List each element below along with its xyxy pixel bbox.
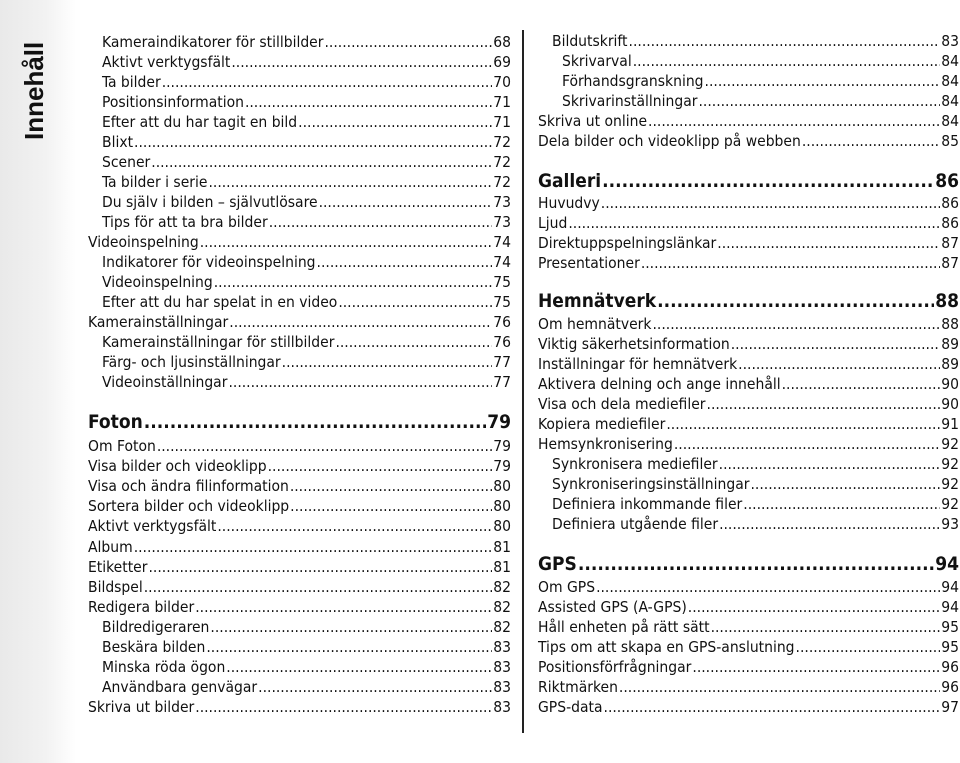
toc-entry [538,414,959,434]
toc-entry-title: Assisted GPS (A-GPS) [538,598,687,616]
dot-leader [705,71,941,91]
toc-entry-title: Viktig säkerhetsinformation [538,335,730,353]
toc-entry [538,514,959,534]
dot-leader [796,637,941,657]
toc-entry-title: Visa och ändra filinformation [88,477,289,496]
dot-leader [290,496,492,516]
toc-entry [538,354,959,374]
toc-entry [88,92,511,112]
toc-section-heading [538,169,959,193]
toc-entry-page: 69 [493,53,511,71]
toc-entry [538,657,959,677]
toc-entry-page: 86 [935,170,959,192]
toc-entry-title: Ta bilder i serie [102,173,208,191]
toc-entry-title: Presentationer [538,254,640,272]
toc-entry [88,172,511,192]
toc-entry-title: Riktmärken [538,678,618,696]
toc-entry-title: Om hemnätverk [538,315,652,333]
toc-entry-page: 94 [935,553,959,575]
toc-entry-title: Tips om att skapa en GPS-anslutning [538,638,795,656]
toc-entry [538,494,959,514]
toc-entry-page: 92 [941,435,959,453]
toc-entry-page: 79 [487,411,511,433]
dot-leader [162,72,493,92]
dot-leader [195,597,492,617]
toc-entry-title: Blixt [102,133,134,151]
toc-entry-page: 97 [941,698,959,716]
toc-entry-title: Sortera bilder och videoklipp [88,497,290,516]
toc-entry-title: Foton [88,411,143,433]
toc-entry-page: 81 [493,557,511,576]
toc-section-heading [538,289,959,313]
toc-entry [88,372,511,392]
toc-entry-title: Skriva ut online [538,112,648,130]
toc-entry [88,352,511,372]
toc-entry-title: Kameraindikatorer för stillbilder [102,33,324,51]
toc-entry-page: 86 [941,194,959,212]
toc-entry-page: 94 [941,578,959,596]
dot-leader [751,474,941,494]
toc-entry-page: 80 [493,477,511,496]
toc-entry-page: 92 [941,475,959,493]
dot-leader [217,516,492,536]
dot-leader [282,352,493,372]
toc-entry [538,213,959,233]
toc-entry [538,233,959,253]
dot-leader [200,232,493,252]
toc-entry-page: 88 [941,315,959,333]
dot-leader [657,289,934,313]
toc-entry-page: 83 [493,638,511,656]
dot-leader [674,434,940,454]
toc-entry-page: 76 [493,333,511,351]
toc-entry-page: 89 [941,335,959,353]
toc-entry-page: 85 [941,132,959,150]
toc-entry [538,617,959,637]
dot-leader [601,193,940,213]
toc-entry-page: 95 [941,618,959,636]
dot-leader [641,253,940,273]
dot-leader [144,577,493,597]
dot-leader [568,213,940,233]
toc-entry [88,637,511,657]
toc-entry-page: 84 [941,92,959,110]
toc-entry-title: Kamerainställningar [88,313,229,331]
dot-leader [578,552,934,576]
toc-entry-title: Förhandsgranskning [562,72,704,90]
toc-entry-page: 96 [941,658,959,676]
toc-entry-page: 77 [493,373,511,391]
dot-leader [268,456,493,476]
toc-entry [88,312,511,332]
toc-entry [538,193,959,213]
toc-entry [88,537,511,557]
toc-entry-title: GPS [538,553,577,575]
toc-entry [538,597,959,617]
toc-entry [88,152,511,172]
toc-entry-page: 87 [941,234,959,252]
toc-section-heading [538,552,959,576]
toc-entry [88,597,511,617]
dot-leader [738,354,940,374]
toc-entry [538,51,959,71]
toc-entry-title: Huvudvy [538,194,600,212]
toc-entry [88,192,511,212]
toc-entry-title: Tips för att ta bra bilder [102,213,268,231]
toc-entry-title: Minska röda ögon [102,658,226,677]
dot-leader [258,677,492,697]
toc-entry [538,577,959,597]
dot-leader [317,252,493,272]
dot-leader [210,617,492,637]
toc-entry [538,434,959,454]
toc-entry-title: Album [88,537,133,556]
toc-entry-title: Synkroniseringsinställningar [552,475,750,493]
toc-entry-page: 82 [493,617,511,636]
toc-entry [538,637,959,657]
toc-entry-title: Inställningar för hemnätverk [538,355,738,373]
dot-leader [652,314,940,334]
toc-entry-title: Dela bilder och videoklipp på webben [538,132,801,150]
dot-leader [206,637,492,657]
toc-entry-page: 77 [493,353,511,371]
dot-leader [731,334,941,354]
toc-entry-title: Aktivt verktygsfält [102,53,231,71]
dot-leader [719,454,941,474]
toc-entry-title: GPS-data [538,698,603,716]
dot-leader [688,597,940,617]
toc-entry-page: 88 [935,290,959,312]
toc-entry [88,212,511,232]
dot-leader [711,617,941,637]
toc-entry-page: 71 [493,93,511,111]
dot-leader [226,657,492,677]
toc-entry-page: 72 [493,133,511,151]
dot-leader [335,332,492,352]
dot-leader [290,476,492,496]
toc-entry-title: Positionsinformation [102,93,244,111]
toc-entry-title: Videoinspelning [102,273,213,291]
dot-leader [802,131,940,151]
toc-entry-title: Videoinställningar [102,373,228,391]
toc-entry [538,677,959,697]
toc-entry [538,334,959,354]
toc-entry-page: 74 [493,253,511,271]
toc-entry [88,677,511,697]
toc-entry-page: 96 [941,678,959,696]
toc-entry [88,52,511,72]
dot-leader [629,31,941,51]
toc-entry-title: Aktivt verktygsfält [88,517,217,536]
dot-leader [338,292,492,312]
toc-entry [538,474,959,494]
toc-entry [538,374,959,394]
dot-leader [134,537,493,557]
dot-leader [325,32,493,52]
dot-leader [228,372,492,392]
dot-leader [743,494,940,514]
toc-entry-page: 86 [941,214,959,232]
toc-entry-page: 80 [493,517,511,536]
toc-entry-page: 82 [493,597,511,616]
dot-leader [319,192,493,212]
dot-leader [195,697,492,717]
dot-leader [231,52,492,72]
dot-leader [666,414,940,434]
toc-entry-page: 73 [493,193,511,211]
toc-entry-title: Kamerainställningar för stillbilder [102,333,335,351]
toc-entry-page: 75 [493,273,511,291]
dot-leader [633,51,941,71]
toc-entry [88,617,511,637]
toc-entry-title: Användbara genvägar [102,678,258,697]
dot-leader [707,394,941,414]
toc-entry-title: Synkronisera mediefiler [552,455,718,473]
toc-entry [538,697,959,717]
toc-entry [538,253,959,273]
toc-entry-title: Skrivarinställningar [562,92,698,110]
toc-entry [88,32,511,52]
toc-entry-page: 83 [493,658,511,677]
toc-entry-page: 90 [941,395,959,413]
toc-entry [88,436,511,456]
toc-entry-page: 90 [941,375,959,393]
toc-entry-page: 95 [941,638,959,656]
toc-entry-page: 74 [493,233,511,251]
dot-leader [698,91,940,111]
toc-entry-page: 81 [493,537,511,556]
toc-entry-page: 83 [493,698,511,717]
toc-entry-page: 89 [941,355,959,373]
toc-entry-page: 92 [941,455,959,473]
toc-entry-page: 71 [493,113,511,131]
toc-entry-title: Hemsynkronisering [538,435,673,453]
dot-leader [151,152,492,172]
dot-leader [208,172,492,192]
dot-leader [214,272,493,292]
column-divider [522,30,524,733]
toc-entry [538,111,959,131]
toc-entry-page: 83 [493,678,511,697]
toc-entry-title: Aktivera delning och ange innehåll [538,375,781,393]
dot-leader [144,410,486,434]
toc-entry-title: Efter att du har spelat in en video [102,293,338,311]
toc-entry-title: Videoinspelning [88,233,199,251]
toc-entry [88,232,511,252]
toc-entry [538,314,959,334]
toc-entry-title: Visa och dela mediefiler [538,395,706,413]
toc-entry [538,91,959,111]
toc-entry-page: 79 [493,457,511,476]
toc-entry [88,132,511,152]
toc-entry [88,577,511,597]
dot-leader [596,577,940,597]
toc-entry-page: 80 [493,497,511,516]
dot-leader [245,92,492,112]
toc-entry [88,697,511,717]
toc-entry-title: Skriva ut bilder [88,698,195,717]
toc-entry-page: 76 [493,313,511,331]
toc-entry-title: Ljud [538,214,568,232]
toc-entry-title: Skrivarval [562,52,632,70]
toc-entry [538,131,959,151]
toc-entry-title: Om Foton [88,437,156,455]
toc-entry-page: 75 [493,293,511,311]
toc-entry-page: 70 [493,73,511,91]
toc-entry-page: 72 [493,173,511,191]
toc-entry-title: Bildspel [88,577,143,596]
toc-entry-title: Positionsförfrågningar [538,658,692,676]
toc-entry-title: Beskära bilden [102,638,206,656]
dot-leader [602,169,934,193]
toc-entry-title: Hemnätverk [538,290,657,312]
dot-leader [782,374,941,394]
sidebar-title: Innehåll [19,41,49,140]
toc-entry-page: 73 [493,213,511,231]
toc-entry [88,292,511,312]
dot-leader [717,233,940,253]
toc-entry [88,252,511,272]
dot-leader [648,111,940,131]
toc-entry [538,71,959,91]
toc-entry [88,72,511,92]
toc-entry-page: 84 [941,52,959,70]
toc-entry [88,456,511,476]
toc-entry-title: Om GPS [538,578,596,596]
sidebar [0,0,76,763]
toc-entry-title: Efter att du har tagit en bild [102,113,298,131]
toc-entry-page: 87 [941,254,959,272]
dot-leader [692,657,940,677]
toc-entry-page: 92 [941,495,959,513]
toc-entry [88,496,511,516]
dot-leader [619,677,940,697]
toc-entry-page: 83 [941,32,959,50]
dot-leader [719,514,940,534]
toc-entry-title: Ta bilder [102,73,161,91]
toc-entry-page: 79 [493,437,511,455]
dot-leader [157,436,492,456]
toc-entry-page: 91 [941,415,959,433]
toc-entry-title: Scener [102,153,151,171]
toc-entry-title: Håll enheten på rätt sätt [538,618,710,636]
toc-entry-title: Galleri [538,170,602,192]
toc-entry [88,557,511,577]
toc-entry-title: Definiera utgående filer [552,515,719,533]
toc-entry [88,112,511,132]
dot-leader [149,557,493,577]
dot-leader [269,212,493,232]
toc-entry-title: Visa bilder och videoklipp [88,457,267,476]
toc-entry [88,476,511,496]
toc-entry-page: 84 [941,72,959,90]
toc-entry-title: Färg- och ljusinställningar [102,353,281,371]
toc-entry-title: Bildredigeraren [102,617,210,636]
toc-entry [538,394,959,414]
toc-entry-page: 72 [493,153,511,171]
toc-entry-title: Indikatorer för videoinspelning [102,253,316,271]
toc-entry [88,657,511,677]
toc-entry-page: 84 [941,112,959,130]
dot-leader [229,312,492,332]
toc-entry-title: Bildutskrift [552,32,628,50]
toc-entry-title: Etiketter [88,557,148,576]
toc-entry [538,31,959,51]
toc-entry-page: 68 [493,33,511,51]
dot-leader [604,697,941,717]
toc-entry-page: 93 [941,515,959,533]
dot-leader [298,112,492,132]
dot-leader [134,132,492,152]
toc-entry-title: Definiera inkommande filer [552,495,743,513]
toc-entry-page: 94 [941,598,959,616]
toc-entry-page: 82 [493,577,511,596]
toc-entry-title: Direktuppspelningslänkar [538,234,717,252]
toc-entry-title: Du själv i bilden – självutlösare [102,193,318,211]
toc-entry-title: Kopiera mediefiler [538,415,666,433]
toc-entry [88,272,511,292]
toc-entry [88,516,511,536]
toc-entry-title: Redigera bilder [88,597,195,616]
toc-section-heading [88,410,511,434]
toc-entry [88,332,511,352]
toc-entry [538,454,959,474]
